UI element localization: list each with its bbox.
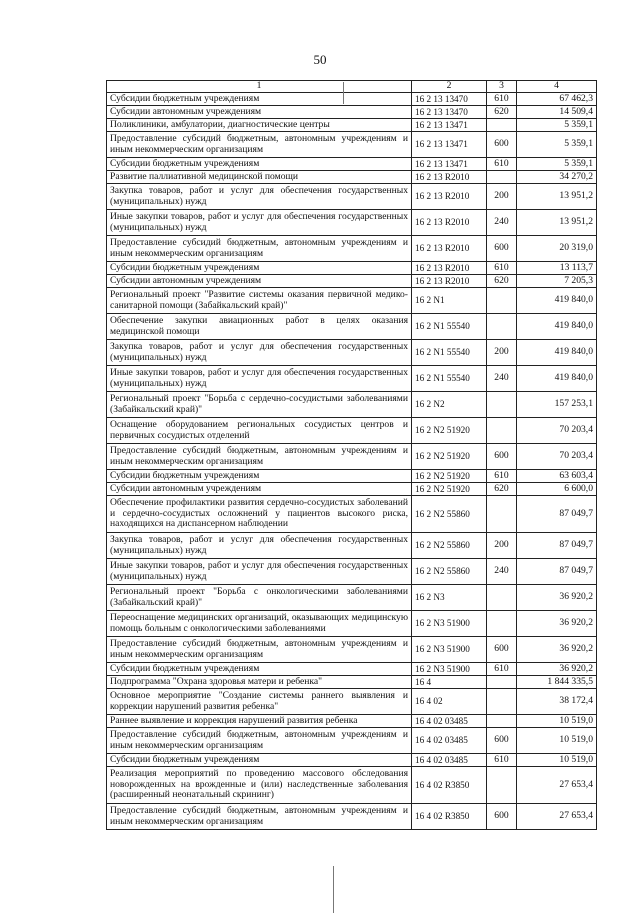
row-name: Иные закупки товаров, работ и услуг для обеспечения государственных (муниципальных) нужд bbox=[107, 210, 412, 236]
row-expense-type: 620 bbox=[487, 106, 517, 119]
row-expense-type: 240 bbox=[487, 559, 517, 585]
row-name: Закупка товаров, работ и услуг для обеспечения государственных (муниципальных) нужд bbox=[107, 533, 412, 559]
table-row bbox=[107, 262, 597, 275]
table-header-row bbox=[107, 81, 597, 93]
table-row bbox=[107, 470, 597, 483]
row-code: 16 2 N2 55860 bbox=[412, 533, 487, 559]
table-row bbox=[107, 288, 597, 314]
row-expense-type bbox=[487, 288, 517, 314]
row-code: 16 4 02 03485 bbox=[412, 728, 487, 754]
row-code: 16 4 02 03485 bbox=[412, 754, 487, 767]
row-expense-type: 610 bbox=[487, 470, 517, 483]
budget-table bbox=[106, 80, 597, 830]
row-sum: 87 049,7 bbox=[517, 533, 597, 559]
row-expense-type: 610 bbox=[487, 158, 517, 171]
table-row bbox=[107, 496, 597, 533]
table-row bbox=[107, 754, 597, 767]
row-name: Региональный проект "Развитие системы оказания первичной медико-санитарной помощи (Забайкальский край)" bbox=[107, 288, 412, 314]
row-name: Региональный проект "Борьба с онкологическими заболеваниями (Забайкальский край)" bbox=[107, 585, 412, 611]
row-name: Развитие паллиативной медицинской помощи bbox=[107, 171, 412, 184]
table-row bbox=[107, 804, 597, 830]
table-row bbox=[107, 171, 597, 184]
row-expense-type: 600 bbox=[487, 236, 517, 262]
row-sum: 419 840,0 bbox=[517, 340, 597, 366]
row-code: 16 4 02 bbox=[412, 689, 487, 715]
table-row bbox=[107, 483, 597, 496]
row-expense-type: 600 bbox=[487, 132, 517, 158]
row-code: 16 2 13 R2010 bbox=[412, 184, 487, 210]
row-name: Закупка товаров, работ и услуг для обеспечения государственных (муниципальных) нужд bbox=[107, 184, 412, 210]
row-code: 16 2 N1 55540 bbox=[412, 366, 487, 392]
row-sum: 419 840,0 bbox=[517, 288, 597, 314]
row-name: Предоставление субсидий бюджетным, автономным учреждениям и иным некоммерческим организациям bbox=[107, 804, 412, 830]
table-row bbox=[107, 132, 597, 158]
row-name: Предоставление субсидий бюджетным, автономным учреждениям и иным некоммерческим организациям bbox=[107, 132, 412, 158]
row-expense-type bbox=[487, 689, 517, 715]
row-code: 16 2 N1 55540 bbox=[412, 314, 487, 340]
row-name: Обеспечение закупки авиационных работ в целях оказания медицинской помощи bbox=[107, 314, 412, 340]
row-code: 16 2 13 R2010 bbox=[412, 275, 487, 288]
header-expense-type: 3 bbox=[487, 81, 517, 93]
row-name: Предоставление субсидий бюджетным, автономным учреждениям и иным некоммерческим организациям bbox=[107, 444, 412, 470]
row-name: Субсидии автономным учреждениям bbox=[107, 483, 412, 496]
row-name: Предоставление субсидий бюджетным, автономным учреждениям и иным некоммерческим организациям bbox=[107, 637, 412, 663]
table-row bbox=[107, 611, 597, 637]
row-code: 16 2 N2 bbox=[412, 392, 487, 418]
page-number: 50 bbox=[313, 52, 327, 67]
row-expense-type: 600 bbox=[487, 444, 517, 470]
row-sum: 13 951,2 bbox=[517, 210, 597, 236]
table-row bbox=[107, 392, 597, 418]
row-code: 16 2 13 13471 bbox=[412, 158, 487, 171]
row-sum: 14 509,4 bbox=[517, 106, 597, 119]
row-name: Подпрограмма "Охрана здоровья матери и ребенка" bbox=[107, 676, 412, 689]
table-row bbox=[107, 559, 597, 585]
row-sum: 10 519,0 bbox=[517, 754, 597, 767]
header-name: 1 bbox=[107, 81, 412, 93]
table-row bbox=[107, 275, 597, 288]
row-code: 16 2 N3 51900 bbox=[412, 637, 487, 663]
row-name: Субсидии бюджетным учреждениям bbox=[107, 470, 412, 483]
table-row bbox=[107, 184, 597, 210]
row-name: Основное мероприятие "Создание системы раннего выявления и коррекции нарушений развития ребенка" bbox=[107, 689, 412, 715]
row-sum: 87 049,7 bbox=[517, 496, 597, 533]
row-code: 16 2 13 R2010 bbox=[412, 236, 487, 262]
row-name: Реализация мероприятий по проведению массового обследования новорожденных на врожденные и (или) наследственные заболевания (расширенный неонатальный скрининг) bbox=[107, 767, 412, 804]
row-expense-type: 200 bbox=[487, 184, 517, 210]
row-expense-type: 600 bbox=[487, 804, 517, 830]
row-expense-type: 600 bbox=[487, 728, 517, 754]
row-code: 16 2 N3 51900 bbox=[412, 611, 487, 637]
row-expense-type: 240 bbox=[487, 210, 517, 236]
row-name: Субсидии автономным учреждениям bbox=[107, 275, 412, 288]
row-expense-type: 600 bbox=[487, 637, 517, 663]
row-name: Субсидии бюджетным учреждениям bbox=[107, 262, 412, 275]
row-expense-type bbox=[487, 676, 517, 689]
row-name: Иные закупки товаров, работ и услуг для обеспечения государственных (муниципальных) нужд bbox=[107, 559, 412, 585]
table-row bbox=[107, 158, 597, 171]
row-name: Поликлиники, амбулатории, диагностические центры bbox=[107, 119, 412, 132]
row-sum: 38 172,4 bbox=[517, 689, 597, 715]
row-code: 16 2 13 R2010 bbox=[412, 262, 487, 275]
row-sum: 70 203,4 bbox=[517, 444, 597, 470]
table-row bbox=[107, 340, 597, 366]
row-sum: 27 653,4 bbox=[517, 804, 597, 830]
row-code: 16 4 02 03485 bbox=[412, 715, 487, 728]
row-sum: 1 844 335,5 bbox=[517, 676, 597, 689]
row-code: 16 2 13 13470 bbox=[412, 93, 487, 106]
row-name: Предоставление субсидий бюджетным, автономным учреждениям и иным некоммерческим организациям bbox=[107, 236, 412, 262]
row-code: 16 4 02 R3850 bbox=[412, 767, 487, 804]
row-name: Субсидии бюджетным учреждениям bbox=[107, 93, 412, 106]
row-name: Предоставление субсидий бюджетным, автономным учреждениям и иным некоммерческим организациям bbox=[107, 728, 412, 754]
table-row bbox=[107, 533, 597, 559]
row-sum: 5 359,1 bbox=[517, 158, 597, 171]
row-expense-type bbox=[487, 392, 517, 418]
row-code: 16 2 13 R2010 bbox=[412, 171, 487, 184]
row-code: 16 2 N1 55540 bbox=[412, 340, 487, 366]
row-sum: 27 653,4 bbox=[517, 767, 597, 804]
row-expense-type bbox=[487, 715, 517, 728]
table-row bbox=[107, 637, 597, 663]
row-sum: 5 359,1 bbox=[517, 132, 597, 158]
row-name: Субсидии автономным учреждениям bbox=[107, 106, 412, 119]
row-code: 16 2 13 13471 bbox=[412, 119, 487, 132]
row-code: 16 2 13 R2010 bbox=[412, 210, 487, 236]
table-row bbox=[107, 663, 597, 676]
row-code: 16 2 N2 51920 bbox=[412, 470, 487, 483]
row-code: 16 2 13 13470 bbox=[412, 106, 487, 119]
row-expense-type bbox=[487, 418, 517, 444]
row-name: Субсидии бюджетным учреждениям bbox=[107, 158, 412, 171]
row-expense-type bbox=[487, 496, 517, 533]
row-sum: 10 519,0 bbox=[517, 728, 597, 754]
row-expense-type: 610 bbox=[487, 663, 517, 676]
row-code: 16 4 02 R3850 bbox=[412, 804, 487, 830]
row-expense-type: 240 bbox=[487, 366, 517, 392]
row-code: 16 2 N3 51900 bbox=[412, 663, 487, 676]
row-sum: 13 951,2 bbox=[517, 184, 597, 210]
row-expense-type bbox=[487, 585, 517, 611]
row-sum: 67 462,3 bbox=[517, 93, 597, 106]
row-expense-type bbox=[487, 171, 517, 184]
row-name: Региональный проект "Борьба с сердечно-сосудистыми заболеваниями (Забайкальский край)" bbox=[107, 392, 412, 418]
row-sum: 70 203,4 bbox=[517, 418, 597, 444]
row-expense-type bbox=[487, 314, 517, 340]
row-sum: 36 920,2 bbox=[517, 611, 597, 637]
table-row bbox=[107, 585, 597, 611]
row-sum: 34 270,2 bbox=[517, 171, 597, 184]
row-sum: 419 840,0 bbox=[517, 366, 597, 392]
table-row bbox=[107, 314, 597, 340]
header-sum: 4 bbox=[517, 81, 597, 93]
row-sum: 63 603,4 bbox=[517, 470, 597, 483]
row-expense-type: 610 bbox=[487, 262, 517, 275]
table-row bbox=[107, 119, 597, 132]
row-sum: 36 920,2 bbox=[517, 585, 597, 611]
table-row bbox=[107, 106, 597, 119]
row-name: Субсидии бюджетным учреждениям bbox=[107, 663, 412, 676]
row-code: 16 2 13 13471 bbox=[412, 132, 487, 158]
row-expense-type: 610 bbox=[487, 754, 517, 767]
row-expense-type: 610 bbox=[487, 93, 517, 106]
row-sum: 36 920,2 bbox=[517, 637, 597, 663]
table-row bbox=[107, 444, 597, 470]
table-row bbox=[107, 236, 597, 262]
table-row bbox=[107, 676, 597, 689]
row-code: 16 4 bbox=[412, 676, 487, 689]
row-name: Обеспечение профилактики развития сердечно-сосудистых заболеваний и сердечно-сосудистых осложнений у пациентов высокого риска, находящихся на диспансерном наблюдении bbox=[107, 496, 412, 533]
binding-mark-top bbox=[343, 82, 344, 104]
row-expense-type: 620 bbox=[487, 275, 517, 288]
row-sum: 87 049,7 bbox=[517, 559, 597, 585]
row-code: 16 2 N2 55860 bbox=[412, 496, 487, 533]
row-sum: 5 359,1 bbox=[517, 119, 597, 132]
row-name: Оснащение оборудованием региональных сосудистых центров и первичных сосудистых отделений bbox=[107, 418, 412, 444]
table-row bbox=[107, 715, 597, 728]
row-expense-type: 620 bbox=[487, 483, 517, 496]
row-name: Раннее выявление и коррекция нарушений развития ребенка bbox=[107, 715, 412, 728]
table-row bbox=[107, 366, 597, 392]
table-row bbox=[107, 689, 597, 715]
row-sum: 36 920,2 bbox=[517, 663, 597, 676]
binding-mark-bottom bbox=[333, 866, 334, 913]
row-name: Переоснащение медицинских организаций, оказывающих медицинскую помощь больным с онкологическими заболеваниями bbox=[107, 611, 412, 637]
row-code: 16 2 N2 55860 bbox=[412, 559, 487, 585]
row-sum: 6 600,0 bbox=[517, 483, 597, 496]
row-sum: 13 113,7 bbox=[517, 262, 597, 275]
row-name: Иные закупки товаров, работ и услуг для обеспечения государственных (муниципальных) нужд bbox=[107, 366, 412, 392]
row-code: 16 2 N2 51920 bbox=[412, 444, 487, 470]
table-row bbox=[107, 93, 597, 106]
row-sum: 7 205,3 bbox=[517, 275, 597, 288]
row-code: 16 2 N2 51920 bbox=[412, 483, 487, 496]
row-code: 16 2 N1 bbox=[412, 288, 487, 314]
row-expense-type bbox=[487, 611, 517, 637]
row-expense-type bbox=[487, 767, 517, 804]
table-body bbox=[107, 93, 597, 830]
row-code: 16 2 N2 51920 bbox=[412, 418, 487, 444]
table-row bbox=[107, 728, 597, 754]
table-row bbox=[107, 767, 597, 804]
table-row bbox=[107, 418, 597, 444]
row-code: 16 2 N3 bbox=[412, 585, 487, 611]
row-sum: 419 840,0 bbox=[517, 314, 597, 340]
row-sum: 157 253,1 bbox=[517, 392, 597, 418]
row-expense-type: 200 bbox=[487, 533, 517, 559]
row-expense-type: 200 bbox=[487, 340, 517, 366]
row-name: Закупка товаров, работ и услуг для обеспечения государственных (муниципальных) нужд bbox=[107, 340, 412, 366]
header-code: 2 bbox=[412, 81, 487, 93]
row-expense-type bbox=[487, 119, 517, 132]
table-row bbox=[107, 210, 597, 236]
row-name: Субсидии бюджетным учреждениям bbox=[107, 754, 412, 767]
row-sum: 20 319,0 bbox=[517, 236, 597, 262]
row-sum: 10 519,0 bbox=[517, 715, 597, 728]
